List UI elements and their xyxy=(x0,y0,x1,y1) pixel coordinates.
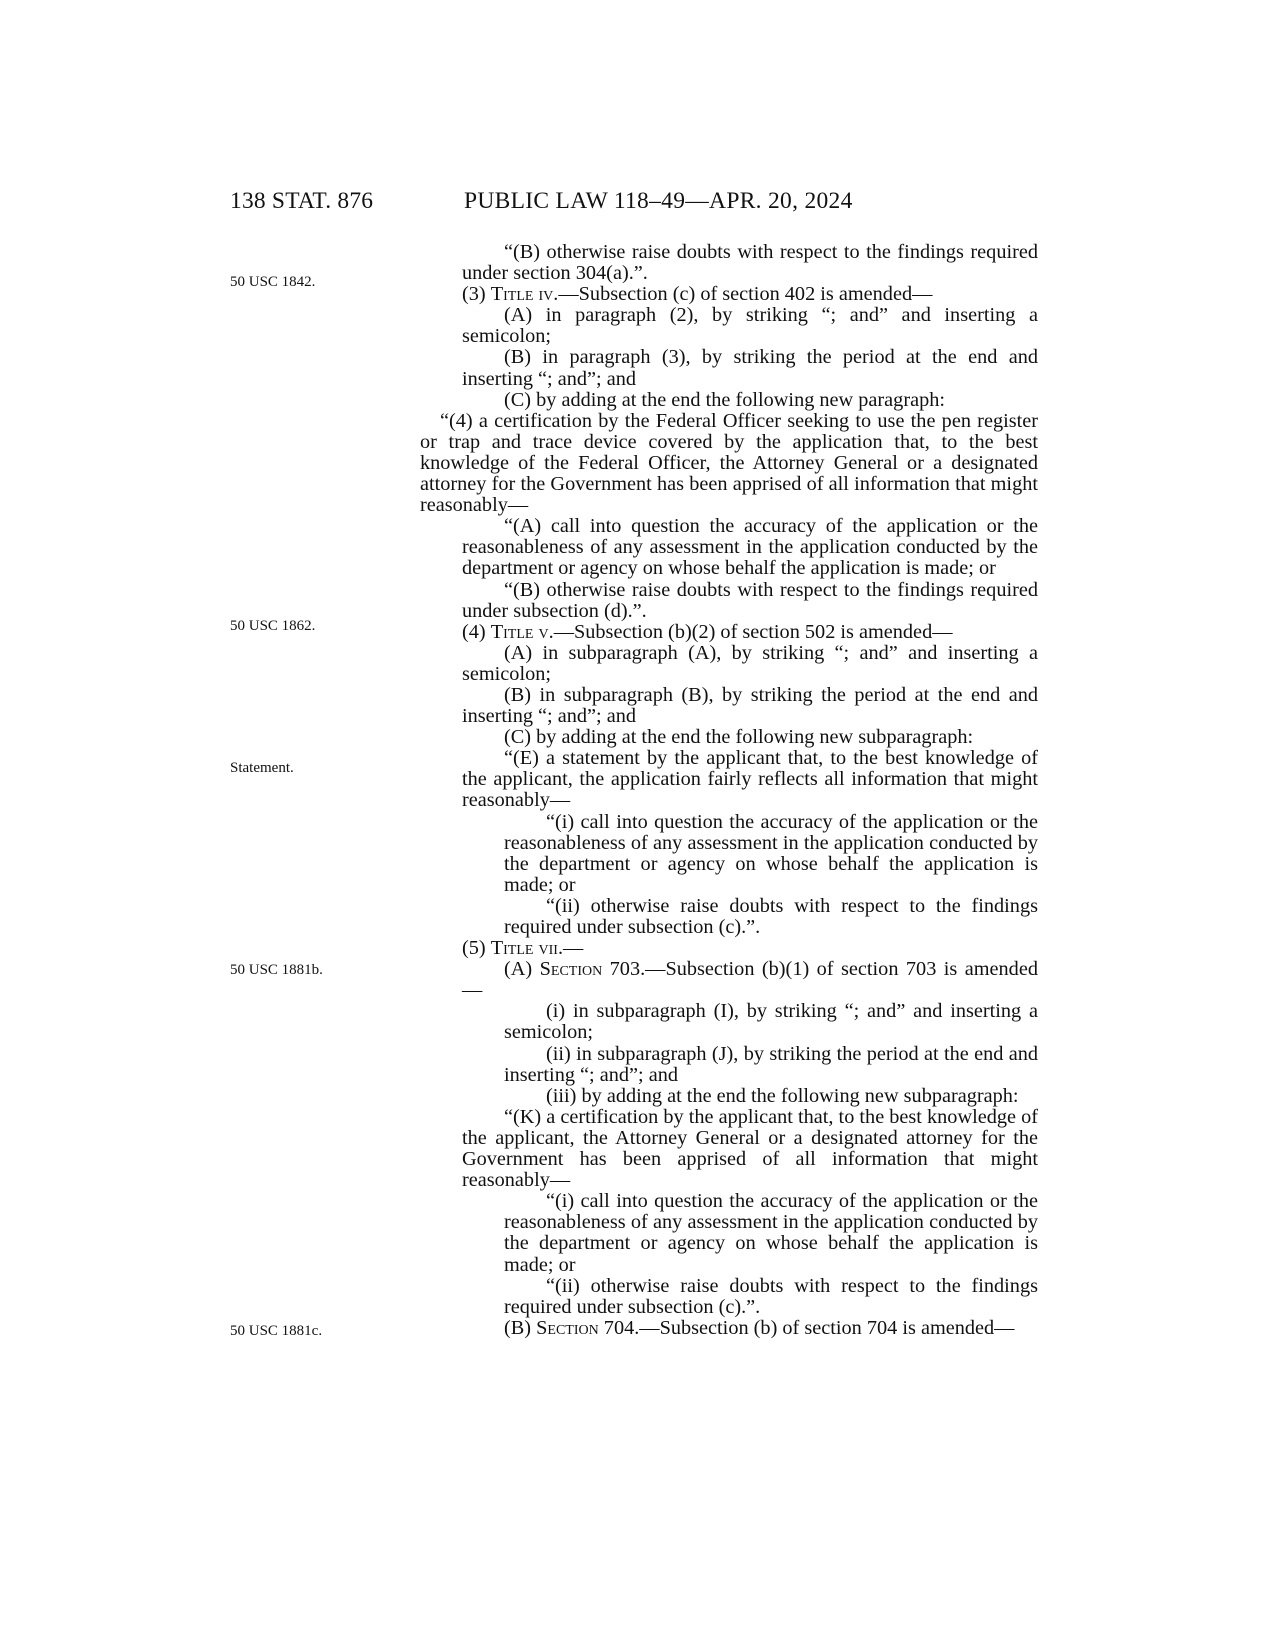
section-703-number: (A) xyxy=(504,958,533,981)
title-v-number: (4) xyxy=(462,620,486,643)
section-704-heading: Section 704 xyxy=(536,1316,635,1339)
section-704-number: (B) xyxy=(504,1316,532,1339)
paragraph: “(K) a certification by the applicant that, to the best knowledge of the applicant, the Attorney General or a designated attorney for the Government has been apprised of all information that might reasonably— xyxy=(462,1105,1038,1192)
paragraph: (C) by adding at the end the following new subparagraph: xyxy=(504,726,974,749)
margin-note-statement: Statement. xyxy=(230,760,294,776)
paragraph: “(i) call into question the accuracy of the application or the reasonableness of any assessment in the application conducted by the department or agency on whose behalf the application is made; or xyxy=(504,1190,1038,1276)
title-vii-heading: Title vii xyxy=(490,937,558,960)
section-704-text: Subsection (b) of section 704 is amended— xyxy=(659,1316,1015,1339)
paragraph: (A) in subparagraph (A), by striking “; and” and inserting a semicolon; xyxy=(462,641,1038,685)
paragraph-title-v: (4) Title v.—Subsection (b)(2) of section 502 is amended— xyxy=(462,620,953,643)
paragraph: “(ii) otherwise raise doubts with respect to the findings required under subsection (c).”. xyxy=(504,894,1038,938)
margin-note-1842: 50 USC 1842. xyxy=(230,274,316,290)
paragraph: “(B) otherwise raise doubts with respect to the findings required under subsection (d).”. xyxy=(462,578,1038,622)
title-v-text: Subsection (b)(2) of section 502 is amended— xyxy=(573,620,953,643)
body-text xyxy=(420,242,1038,1339)
section-703-heading: Section 703 xyxy=(539,958,641,981)
margin-note-1862: 50 USC 1862. xyxy=(230,618,316,634)
paragraph-section-703: (A) Section 703.—Subsection (b)(1) of section 703 is amended— xyxy=(462,958,1038,1002)
page-number: 138 STAT. 876 xyxy=(230,188,374,214)
title-v-heading: Title v xyxy=(490,620,549,643)
running-head: PUBLIC LAW 118–49—APR. 20, 2024 xyxy=(464,188,853,214)
paragraph: (i) in subparagraph (I), by striking “; and” and inserting a semicolon; xyxy=(504,1000,1038,1044)
paragraph: (B) in subparagraph (B), by striking the period at the end and inserting “; and”; and xyxy=(462,683,1038,728)
title-iv-text: Subsection (c) of section 402 is amended— xyxy=(578,283,933,306)
paragraph: (ii) in subparagraph (J), by striking the period at the end and inserting “; and”; and xyxy=(504,1042,1038,1086)
paragraph: “(E) a statement by the applicant that, to the best knowledge of the applicant, the application fairly reflects all information that might reasonably— xyxy=(462,747,1038,812)
paragraph: “(B) otherwise raise doubts with respect to the findings required under section 304(a).”. xyxy=(462,241,1038,285)
paragraph: “(ii) otherwise raise doubts with respect to the findings required under subsection (c).”. xyxy=(504,1274,1038,1318)
paragraph: (B) in paragraph (3), by striking the period at the end and inserting “; and”; and xyxy=(462,346,1038,390)
margin-note-1881c: 50 USC 1881c. xyxy=(230,1323,323,1339)
title-iv-number: (3) xyxy=(462,283,486,306)
paragraph-title-iv: (3) Title iv.—Subsection (c) of section 402 is amended— xyxy=(462,283,933,306)
paragraph: (iii) by adding at the end the following new subparagraph: xyxy=(546,1084,1019,1107)
paragraph: “(i) call into question the accuracy of the application or the reasonableness of any assessment in the application conducted by the department or agency on whose behalf the application is made; or xyxy=(504,810,1038,896)
paragraph-title-vii: (5) Title vii.— xyxy=(462,937,584,960)
paragraph: “(A) call into question the accuracy of the application or the reasonableness of any assessment in the application conducted by the department or agency on whose behalf the application is made; or xyxy=(462,515,1038,580)
title-vii-number: (5) xyxy=(462,937,486,960)
margin-note-1881b: 50 USC 1881b. xyxy=(230,962,323,978)
paragraph: (C) by adding at the end the following new paragraph: xyxy=(504,388,945,411)
title-iv-heading: Title iv xyxy=(490,283,554,306)
paragraph: “(4) a certification by the Federal Officer seeking to use the pen register or trap and trace device covered by the application that, to the best knowledge of the Federal Officer, the Attorney General or a designated attorney for the Government has been apprised of all information that might reasonably— xyxy=(420,409,1038,517)
section-703-text: Subsection (b)(1) of section 703 is amended— xyxy=(462,958,1038,1002)
paragraph-section-704: (B) Section 704.—Subsection (b) of section 704 is amended— xyxy=(504,1316,1015,1339)
paragraph: (A) in paragraph (2), by striking “; and” and inserting a semicolon; xyxy=(462,304,1038,348)
